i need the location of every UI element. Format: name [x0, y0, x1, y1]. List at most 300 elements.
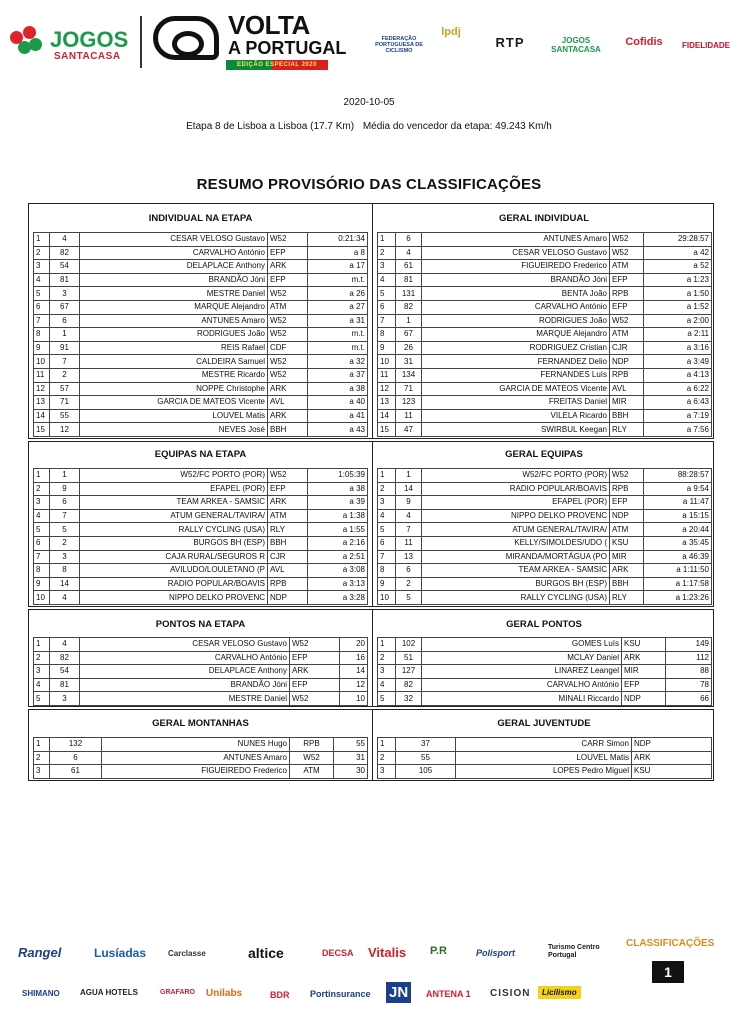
name-cell: ATUM GENERAL/TAVIRA/: [80, 509, 268, 523]
bib-cell: 91: [50, 341, 80, 355]
pos-cell: 4: [34, 678, 50, 692]
value-cell: a 3:13: [308, 577, 368, 591]
bib-cell: 3: [50, 287, 80, 301]
bib-cell: 13: [396, 550, 422, 564]
pos-cell: 8: [34, 564, 50, 578]
bib-cell: 4: [396, 509, 422, 523]
table-row: [34, 692, 368, 706]
pos-cell: 6: [34, 300, 50, 314]
table-row: [34, 368, 368, 382]
bib-cell: 1: [396, 469, 422, 483]
pos-cell: 7: [378, 314, 396, 328]
table-row: [34, 469, 368, 483]
bib-cell: 55: [50, 409, 80, 423]
bib-cell: 134: [396, 368, 422, 382]
value-cell: a 9:54: [644, 482, 712, 496]
table-row: [34, 328, 368, 342]
table-row: [378, 233, 712, 247]
bib-cell: 47: [396, 423, 422, 437]
table-row: [378, 577, 712, 591]
name-cell: W52/FC PORTO (POR): [422, 469, 610, 483]
table-row: [378, 328, 712, 342]
table-row: [378, 523, 712, 537]
pos-cell: 9: [378, 577, 396, 591]
bib-cell: 81: [396, 273, 422, 287]
section-title: INDIVIDUAL NA ETAPA: [148, 213, 253, 224]
team-cell: ARK: [268, 496, 308, 510]
team-cell: BBH: [268, 536, 308, 550]
bib-cell: 11: [396, 409, 422, 423]
value-cell: a 38: [308, 382, 368, 396]
team-cell: W52: [268, 233, 308, 247]
team-cell: AVL: [610, 382, 644, 396]
value-cell: 88: [666, 665, 712, 679]
bib-cell: 6: [50, 496, 80, 510]
name-cell: FIGUEIREDO Frederico: [422, 260, 610, 274]
team-cell: ARK: [610, 564, 644, 578]
name-cell: CESAR VELOSO Gustavo: [422, 246, 610, 260]
value-cell: a 7:19: [644, 409, 712, 423]
pos-cell: 14: [34, 409, 50, 423]
team-cell: ARK: [268, 409, 308, 423]
table-row: [34, 678, 368, 692]
table-row: [378, 651, 712, 665]
team-cell: EFP: [268, 246, 308, 260]
value-cell: a 52: [644, 260, 712, 274]
bib-cell: 4: [396, 246, 422, 260]
bib-cell: 51: [396, 651, 422, 665]
table-row: [378, 496, 712, 510]
value-cell: a 26: [308, 287, 368, 301]
name-cell: MINALI Riccardo: [422, 692, 622, 706]
table-row: [378, 665, 712, 679]
name-cell: REIS Rafael: [80, 341, 268, 355]
team-cell: ARK: [622, 651, 666, 665]
pos-cell: 2: [378, 246, 396, 260]
name-cell: RODRIGUES João: [422, 314, 610, 328]
value-cell: 88:28:57: [644, 469, 712, 483]
table-row: [34, 765, 368, 779]
team-cell: W52: [290, 751, 334, 765]
pos-cell: 8: [34, 328, 50, 342]
value-cell: 66: [666, 692, 712, 706]
table-row: [34, 751, 368, 765]
pos-cell: 5: [34, 692, 50, 706]
section-title: GERAL MONTANHAS: [152, 718, 249, 729]
section-title: GERAL EQUIPAS: [505, 449, 583, 460]
table-row: [378, 314, 712, 328]
table-row: [34, 260, 368, 274]
geral-pontos-table: [377, 637, 712, 706]
table-row: [34, 738, 368, 752]
team-cell: MIR: [610, 550, 644, 564]
table-row: [378, 409, 712, 423]
bib-cell: 71: [50, 396, 80, 410]
pos-cell: 2: [378, 482, 396, 496]
pos-cell: 9: [34, 577, 50, 591]
bib-cell: 1: [50, 469, 80, 483]
table-row: [34, 651, 368, 665]
table-row: [34, 638, 368, 652]
sponsor-decsa: DECSA: [322, 948, 354, 958]
bib-cell: 5: [50, 523, 80, 537]
bib-cell: 61: [396, 260, 422, 274]
bib-cell: 132: [50, 738, 102, 752]
geral-individual-table: [377, 232, 712, 437]
team-cell: ATM: [610, 523, 644, 537]
sponsor-portinsurance: Portinsurance: [310, 989, 371, 999]
value-cell: 10: [340, 692, 368, 706]
name-cell: FERNANDES Luís: [422, 368, 610, 382]
name-cell: CARR Simon: [456, 738, 632, 752]
value-cell: 30: [334, 765, 368, 779]
pos-cell: 13: [34, 396, 50, 410]
pos-cell: 10: [34, 591, 50, 605]
section-equipas-etapa: [29, 442, 372, 606]
name-cell: RADIO POPULAR/BOAVIS: [422, 482, 610, 496]
team-cell: AVL: [268, 564, 308, 578]
name-cell: ANTUNES Amaro: [80, 314, 268, 328]
value-cell: 12: [340, 678, 368, 692]
value-cell: 149: [666, 638, 712, 652]
name-cell: GARCIA DE MATEOS Vicente: [80, 396, 268, 410]
team-cell: RPB: [268, 577, 308, 591]
pos-cell: 2: [34, 482, 50, 496]
volta-logo-line1: VOLTA: [228, 10, 310, 40]
name-cell: BURGOS BH (ESP): [422, 577, 610, 591]
block-montanhas-juventude: [28, 709, 714, 781]
team-cell: BBH: [610, 409, 644, 423]
volta-cyclist-icon: [153, 16, 219, 60]
team-cell: CJR: [610, 341, 644, 355]
bib-cell: 82: [50, 651, 80, 665]
name-cell: DELAPLACE Anthony: [80, 260, 268, 274]
pos-cell: 3: [378, 665, 396, 679]
bib-cell: 71: [396, 382, 422, 396]
bib-cell: 14: [50, 577, 80, 591]
team-cell: EFP: [290, 651, 340, 665]
team-cell: ARK: [290, 665, 340, 679]
sponsor-agua-hotels: AGUA HOTELS: [80, 988, 138, 997]
value-cell: 29:28:57: [644, 233, 712, 247]
bib-cell: 102: [396, 638, 422, 652]
pos-cell: 3: [34, 765, 50, 779]
bib-cell: 81: [50, 273, 80, 287]
section-title: GERAL JUVENTUDE: [497, 718, 591, 729]
team-cell: NDP: [622, 692, 666, 706]
bib-cell: 54: [50, 665, 80, 679]
name-cell: ANTUNES Amaro: [422, 233, 610, 247]
table-row: [378, 678, 712, 692]
value-cell: a 11:47: [644, 496, 712, 510]
name-cell: FERNANDEZ Delio: [422, 355, 610, 369]
name-cell: CARVALHO António: [422, 678, 622, 692]
section-geral-equipas: [372, 442, 715, 606]
name-cell: RODRIGUEZ Cristian: [422, 341, 610, 355]
section-title: EQUIPAS NA ETAPA: [154, 449, 247, 460]
section-geral-individual: [372, 204, 715, 438]
sponsor-rangel: Rangel: [18, 945, 62, 960]
section-geral-juventude: [372, 710, 715, 780]
pos-cell: 3: [34, 260, 50, 274]
sponsor-cision: CISION: [490, 988, 531, 999]
team-cell: ATM: [268, 509, 308, 523]
team-cell: KSU: [610, 536, 644, 550]
sponsor-altice: altice: [248, 945, 284, 961]
value-cell: a 2:11: [644, 328, 712, 342]
table-row: [378, 382, 712, 396]
value-cell: 14: [340, 665, 368, 679]
pos-cell: 1: [378, 233, 396, 247]
pos-cell: 11: [34, 368, 50, 382]
table-row: [34, 482, 368, 496]
name-cell: GARCIA DE MATEOS Vicente: [422, 382, 610, 396]
pos-cell: 7: [34, 314, 50, 328]
volta-logo-line2: A PORTUGAL: [228, 38, 347, 58]
name-cell: CESAR VELOSO Gustavo: [80, 233, 268, 247]
value-cell: a 1:55: [308, 523, 368, 537]
team-cell: RPB: [610, 287, 644, 301]
value-cell: m.t.: [308, 273, 368, 287]
team-cell: EFP: [268, 482, 308, 496]
sponsor-fidelidade: FIDELIDADE: [682, 41, 730, 50]
name-cell: RADIO POPULAR/BOAVIS: [80, 577, 268, 591]
bib-cell: 9: [50, 482, 80, 496]
table-row: [34, 577, 368, 591]
name-cell: LOUVEL Matis: [80, 409, 268, 423]
team-cell: W52: [268, 355, 308, 369]
bib-cell: 11: [396, 536, 422, 550]
team-cell: KSU: [622, 638, 666, 652]
name-cell: CARVALHO António: [80, 246, 268, 260]
team-cell: RLY: [610, 591, 644, 605]
volta-edition-bar: EDIÇÃO ESPECIAL 2020: [226, 60, 328, 70]
bib-cell: 14: [396, 482, 422, 496]
bib-cell: 4: [50, 638, 80, 652]
value-cell: a 42: [644, 246, 712, 260]
name-cell: NIPPO DELKO PROVENC: [80, 591, 268, 605]
name-cell: NIPPO DELKO PROVENC: [422, 509, 610, 523]
jogos-logo-line2: SANTACASA: [54, 51, 121, 62]
table-row: [34, 314, 368, 328]
team-cell: EFP: [622, 678, 666, 692]
table-row: [34, 423, 368, 437]
team-cell: ATM: [610, 328, 644, 342]
value-cell: 78: [666, 678, 712, 692]
value-cell: 55: [334, 738, 368, 752]
pos-cell: 5: [34, 523, 50, 537]
section-geral-pontos: [372, 610, 715, 706]
pos-cell: 3: [34, 496, 50, 510]
bib-cell: 81: [50, 678, 80, 692]
pos-cell: 11: [378, 368, 396, 382]
name-cell: MCLAY Daniel: [422, 651, 622, 665]
geral-montanhas-table: [33, 737, 368, 779]
value-cell: a 20:44: [644, 523, 712, 537]
value-cell: a 15:15: [644, 509, 712, 523]
name-cell: LINAREZ Leangel: [422, 665, 622, 679]
bib-cell: 1: [396, 314, 422, 328]
block-equipas: [28, 441, 714, 607]
team-cell: KSU: [632, 765, 712, 779]
bib-cell: 32: [396, 692, 422, 706]
value-cell: a 1:23:26: [644, 591, 712, 605]
team-cell: EFP: [268, 273, 308, 287]
bib-cell: 1: [50, 328, 80, 342]
name-cell: NUNES Hugo: [102, 738, 290, 752]
team-cell: RPB: [290, 738, 334, 752]
bib-cell: 3: [50, 550, 80, 564]
pos-cell: 4: [378, 509, 396, 523]
bib-cell: 127: [396, 665, 422, 679]
pos-cell: 7: [378, 550, 396, 564]
team-cell: W52: [610, 314, 644, 328]
sponsor-polisport: Polisport: [476, 948, 516, 958]
value-cell: a 1:17:58: [644, 577, 712, 591]
bib-cell: 4: [50, 233, 80, 247]
value-cell: a 17: [308, 260, 368, 274]
bib-cell: 7: [50, 509, 80, 523]
pos-cell: 1: [34, 638, 50, 652]
bib-cell: 82: [50, 246, 80, 260]
sponsor-grafaro: GRAFARO: [160, 989, 195, 996]
value-cell: m.t.: [308, 328, 368, 342]
pos-cell: 8: [378, 564, 396, 578]
pos-cell: 6: [34, 536, 50, 550]
team-cell: EFP: [610, 300, 644, 314]
equipas-etapa-table: [33, 468, 368, 605]
name-cell: MESTRE Daniel: [80, 287, 268, 301]
team-cell: NDP: [610, 509, 644, 523]
jogos-logo-line1: JOGOS: [50, 27, 129, 52]
name-cell: MESTRE Daniel: [80, 692, 290, 706]
table-row: [34, 233, 368, 247]
pos-cell: 6: [378, 300, 396, 314]
pos-cell: 3: [34, 665, 50, 679]
bib-cell: 2: [50, 536, 80, 550]
pos-cell: 7: [34, 550, 50, 564]
pos-cell: 8: [378, 328, 396, 342]
name-cell: ATUM GENERAL/TAVIRA/: [422, 523, 610, 537]
bib-cell: 6: [396, 564, 422, 578]
sponsor-antena1: ANTENA 1: [426, 989, 471, 999]
bib-cell: 6: [50, 751, 102, 765]
pos-cell: 5: [378, 523, 396, 537]
section-individual-etapa: [29, 204, 372, 438]
stage-avg-speed: Média do vencedor da etapa: 49.243 Km/h: [362, 121, 552, 132]
value-cell: a 3:08: [308, 564, 368, 578]
bib-cell: 82: [396, 678, 422, 692]
table-row: [378, 368, 712, 382]
block-pontos: [28, 609, 714, 707]
value-cell: a 1:23: [644, 273, 712, 287]
team-cell: RPB: [610, 482, 644, 496]
sponsor-classificacoes: CLASSIFICAÇÕES: [626, 938, 715, 949]
sponsor-licilismo: Licilismo: [538, 986, 581, 999]
pos-cell: 2: [34, 751, 50, 765]
section-title: GERAL PONTOS: [506, 619, 582, 630]
bib-cell: 2: [396, 577, 422, 591]
table-row: [378, 482, 712, 496]
sponsor-jn: JN: [386, 982, 411, 1003]
name-cell: DELAPLACE Anthony: [80, 665, 290, 679]
value-cell: a 37: [308, 368, 368, 382]
table-row: [378, 751, 712, 765]
team-cell: ARK: [268, 382, 308, 396]
individual-etapa-table: [33, 232, 368, 437]
name-cell: RALLY CYCLING (USA): [422, 591, 610, 605]
table-row: [34, 300, 368, 314]
team-cell: NDP: [610, 355, 644, 369]
name-cell: LOUVEL Matis: [456, 751, 632, 765]
name-cell: GOMES Luís: [422, 638, 622, 652]
geral-equipas-table: [377, 468, 712, 605]
team-cell: CDF: [268, 341, 308, 355]
table-row: [34, 564, 368, 578]
pos-cell: 3: [378, 496, 396, 510]
pos-cell: 4: [34, 273, 50, 287]
team-cell: CJR: [268, 550, 308, 564]
team-cell: BBH: [268, 423, 308, 437]
table-row: [34, 396, 368, 410]
geral-juventude-table: [377, 737, 712, 779]
pos-cell: 9: [378, 341, 396, 355]
sponsor-carclasse: Carclasse: [168, 949, 206, 958]
section-title: PONTOS NA ETAPA: [155, 619, 246, 630]
pos-cell: 2: [378, 751, 396, 765]
bib-cell: 131: [396, 287, 422, 301]
sponsor-lusiadas: Lusíadas: [94, 946, 147, 960]
table-row: [34, 355, 368, 369]
value-cell: a 2:16: [308, 536, 368, 550]
name-cell: TEAM ARKEA - SAMSIC: [80, 496, 268, 510]
team-cell: ARK: [632, 751, 712, 765]
name-cell: MARQUE Alejandro: [80, 300, 268, 314]
bib-cell: 12: [50, 423, 80, 437]
value-cell: a 38: [308, 482, 368, 496]
pos-cell: 10: [34, 355, 50, 369]
sponsor-shimano: SHIMANO: [22, 989, 60, 998]
value-cell: 20: [340, 638, 368, 652]
value-cell: 112: [666, 651, 712, 665]
name-cell: NEVES José: [80, 423, 268, 437]
table-row: [378, 396, 712, 410]
sponsor-ipdj: lpdj: [441, 26, 461, 38]
bib-cell: 105: [396, 765, 456, 779]
team-cell: W52: [268, 287, 308, 301]
team-cell: EFP: [610, 496, 644, 510]
table-row: [378, 300, 712, 314]
bib-cell: 6: [396, 233, 422, 247]
table-row: [34, 409, 368, 423]
team-cell: RLY: [610, 423, 644, 437]
value-cell: a 6:22: [644, 382, 712, 396]
value-cell: 31: [334, 751, 368, 765]
header: [0, 0, 738, 80]
jogos-clover-icon: [10, 26, 44, 60]
name-cell: CARVALHO António: [422, 300, 610, 314]
bib-cell: 123: [396, 396, 422, 410]
name-cell: NOPPE Christophe: [80, 382, 268, 396]
sponsor-cofidis: Cofidis: [625, 36, 663, 48]
team-cell: MIR: [622, 665, 666, 679]
bib-cell: 67: [396, 328, 422, 342]
table-row: [34, 550, 368, 564]
team-cell: W52: [268, 328, 308, 342]
sponsor-fpc: FEDERAÇÃO PORTUGUESA DE CICLISMO: [375, 36, 423, 54]
name-cell: AVILUDO/LOULETANO (P: [80, 564, 268, 578]
value-cell: a 1:50: [644, 287, 712, 301]
